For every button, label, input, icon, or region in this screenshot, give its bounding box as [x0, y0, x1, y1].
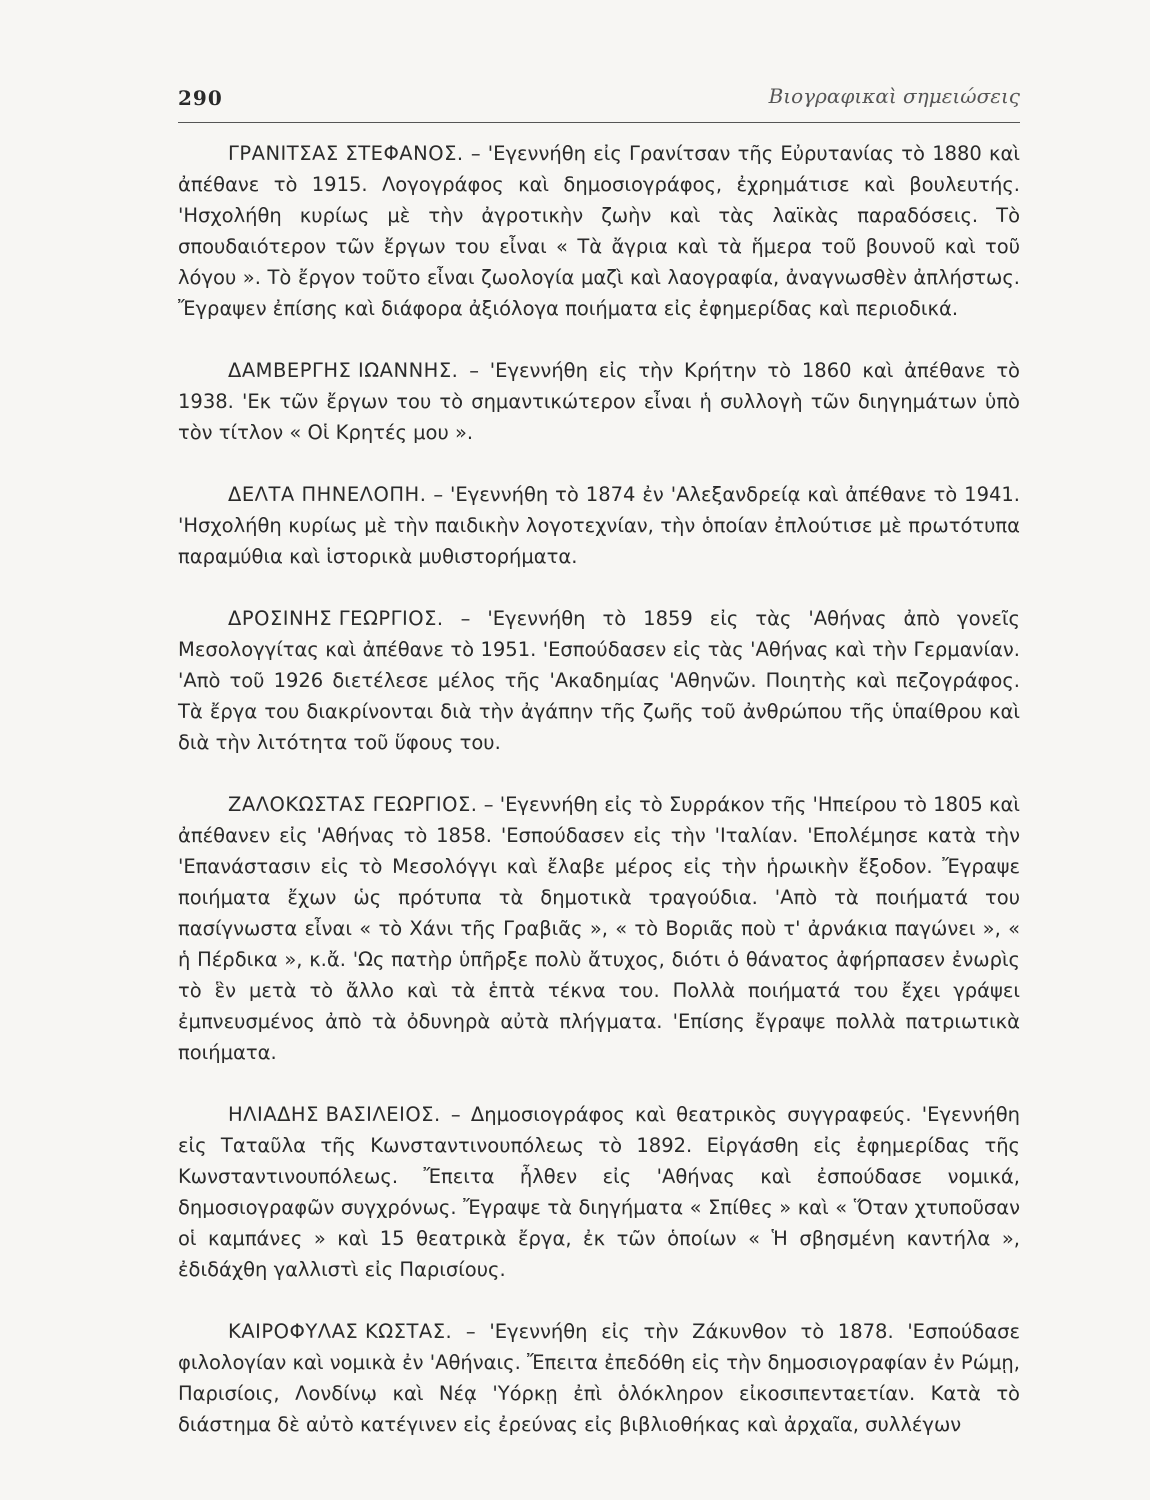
entry-damvergis — [178, 355, 1020, 448]
page-header — [178, 78, 1020, 123]
entry-name: ΓΡΑΝΙΤΣΑΣ ΣΤΕΦΑΝΟΣ. — [228, 142, 464, 165]
entry-name: ΖΑΛΟΚΩΣΤΑΣ ΓΕΩΡΓΙΟΣ. — [228, 793, 478, 816]
entry-text: – 'Εγεννήθη εἰς τὸ Συρράκον τῆς 'Ηπείρου τὸ 1805 καὶ ἀπέθανεν εἰς 'Αθήνας τὸ 1858. 'Εσπούδασεν εἰς τὴν 'Ιταλίαν. 'Επολέμησε κατὰ τὴν 'Επανάστασιν εἰς τὸ Μεσολόγγι καὶ ἔλαβε μέρος εἰς τὴν ἡρωικὴν ἔξοδον. Ἔγραψε ποιήματα ἔχων ὡς πρότυπα τὰ δημοτικὰ τραγούδια. 'Απὸ τὰ ποιήματά του πασίγνωστα εἶναι « τὸ Χάνι τῆς Γραβιᾶς », « τὸ Βοριᾶς ποὺ τ' ἀρνάκια παγώνει », « ἡ Πέρδικα », κ.ἄ. 'Ως πατὴρ ὑπῆρξε πολὺ ἄτυχος, διότι ὁ θάνατος ἀφήρπασεν ἐνωρὶς τὸ ἓν μετὰ τὸ ἄλλο καὶ τὰ ἑπτὰ τέκνα του. Πολλὰ ποιήματά του ἔχει γράψει ἐμπνευσμένος ἀπὸ τὰ ὀδυνηρὰ αὐτὰ πλήγματα. 'Επίσης ἔγραψε πολλὰ πατριωτικὰ ποιήματα. — [178, 793, 1020, 1064]
entry-text: – 'Εγεννήθη εἰς τὴν Ζάκυνθον τὸ 1878. 'Εσπούδασε φιλολογίαν καὶ νομικὰ ἐν 'Αθήναις. Ἔπειτα ἐπεδόθη εἰς τὴν δημοσιογραφίαν ἐν Ρώμῃ, Παρισίοις, Λονδίνῳ καὶ Νέᾳ 'Υόρκῃ ἐπὶ ὁλόκληρον εἰκοσιπενταετίαν. Κατὰ τὸ διάστημα δὲ αὐτὸ κατέγινεν εἰς ἐρεύνας εἰς βιβλιοθήκας καὶ ἀρχαῖα, συλλέγων — [178, 1320, 1020, 1436]
entry-text: – Δημοσιογράφος καὶ θεατρικὸς συγγραφεύς. 'Εγεννήθη εἰς Ταταῦλα τῆς Κωνσταντινουπόλεως τὸ 1892. Εἰργάσθη εἰς ἐφημερίδας τῆς Κωνσταντινουπόλεως. Ἔπειτα ἦλθεν εἰς 'Αθήνας καὶ ἐσπούδασε νομικά, δημοσιογραφῶν συγχρόνως. Ἔγραψε τὰ διηγήματα « Σπίθες » καὶ « Ὅταν χτυποῦσαν οἱ καμπάνες » καὶ 15 θεατρικὰ ἔργα, ἐκ τῶν ὁποίων « Ἡ σβησμένη καντήλα », ἐδιδάχθη γαλλιστὶ εἰς Παρισίους. — [178, 1103, 1020, 1281]
entry-text: – 'Εγεννήθη εἰς Γρανίτσαν τῆς Εὐρυτανίας τὸ 1880 καὶ ἀπέθανε τὸ 1915. Λογογράφος καὶ δημοσιογράφος, ἐχρημάτισε καὶ βουλευτής. 'Ησχολήθη κυρίως μὲ τὴν ἀγροτικὴν ζωὴν καὶ τὰς λαϊκὰς παραδόσεις. Τὸ σπουδαιότερον τῶν ἔργων του εἶναι « Τὰ ἄγρια καὶ τὰ ἥμερα τοῦ βουνοῦ καὶ τοῦ λόγου ». Τὸ ἔργον τοῦτο εἶναι ζωολογία μαζὶ καὶ λαογραφία, ἀναγνωσθὲν ἀπλήστως. Ἔγραψεν ἐπίσης καὶ διάφορα ἀξιόλογα ποιήματα εἰς ἐφημερίδας καὶ περιοδικά. — [178, 142, 1020, 320]
entry-granitsas — [178, 138, 1020, 324]
page-number: 290 — [178, 86, 223, 110]
entry-drosinis — [178, 603, 1020, 758]
entry-name: ΔΕΛΤΑ ΠΗΝΕΛΟΠΗ. — [228, 483, 427, 506]
entry-kairofylas — [178, 1316, 1020, 1440]
entry-text: – 'Εγεννήθη εἰς τὴν Κρήτην τὸ 1860 καὶ ἀπέθανε τὸ 1938. 'Εκ τῶν ἔργων του τὸ σημαντικώτερον εἶναι ἡ συλλογὴ τῶν διηγημάτων ὑπὸ τὸν τίτλον « Οἱ Κρητές μου ». — [178, 359, 1020, 444]
running-title: Βιογραφικαὶ σημειώσεις — [768, 84, 1020, 108]
entry-text: – 'Εγεννήθη τὸ 1874 ἐν 'Αλεξανδρείᾳ καὶ ἀπέθανε τὸ 1941. 'Ησχολήθη κυρίως μὲ τὴν παιδικὴν λογοτεχνίαν, τὴν ὁποίαν ἐπλούτισε μὲ πρωτότυπα παραμύθια καὶ ἱστορικὰ μυθιστορήματα. — [178, 483, 1020, 568]
entry-text: – 'Εγεννήθη τὸ 1859 εἰς τὰς 'Αθήνας ἀπὸ γονεῖς Μεσολογγίτας καὶ ἀπέθανε τὸ 1951. 'Εσπούδασεν εἰς τὰς 'Αθήνας καὶ τὴν Γερμανίαν. 'Απὸ τοῦ 1926 διετέλεσε μέλος τῆς 'Ακαδημίας 'Αθηνῶν. Ποιητὴς καὶ πεζογράφος. Τὰ ἔργα του διακρίνονται διὰ τὴν ἀγάπην τῆς ζωῆς τοῦ ἀνθρώπου τῆς ὑπαίθρου καὶ διὰ τὴν λιτότητα τοῦ ὕφους του. — [178, 607, 1020, 754]
entry-zalokostas — [178, 789, 1020, 1068]
biographical-notes — [178, 138, 1020, 1471]
entry-iliadis — [178, 1099, 1020, 1285]
entry-name: ΗΛΙΑΔΗΣ ΒΑΣΙΛΕΙΟΣ. — [228, 1103, 441, 1126]
entry-name: ΚΑΙΡΟΦΥΛΑΣ ΚΩΣΤΑΣ. — [228, 1320, 453, 1343]
entry-name: ΔΡΟΣΙΝΗΣ ΓΕΩΡΓΙΟΣ. — [228, 607, 444, 630]
entry-name: ΔΑΜΒΕΡΓΗΣ ΙΩΑΝΝΗΣ. — [228, 359, 459, 382]
entry-delta — [178, 479, 1020, 572]
